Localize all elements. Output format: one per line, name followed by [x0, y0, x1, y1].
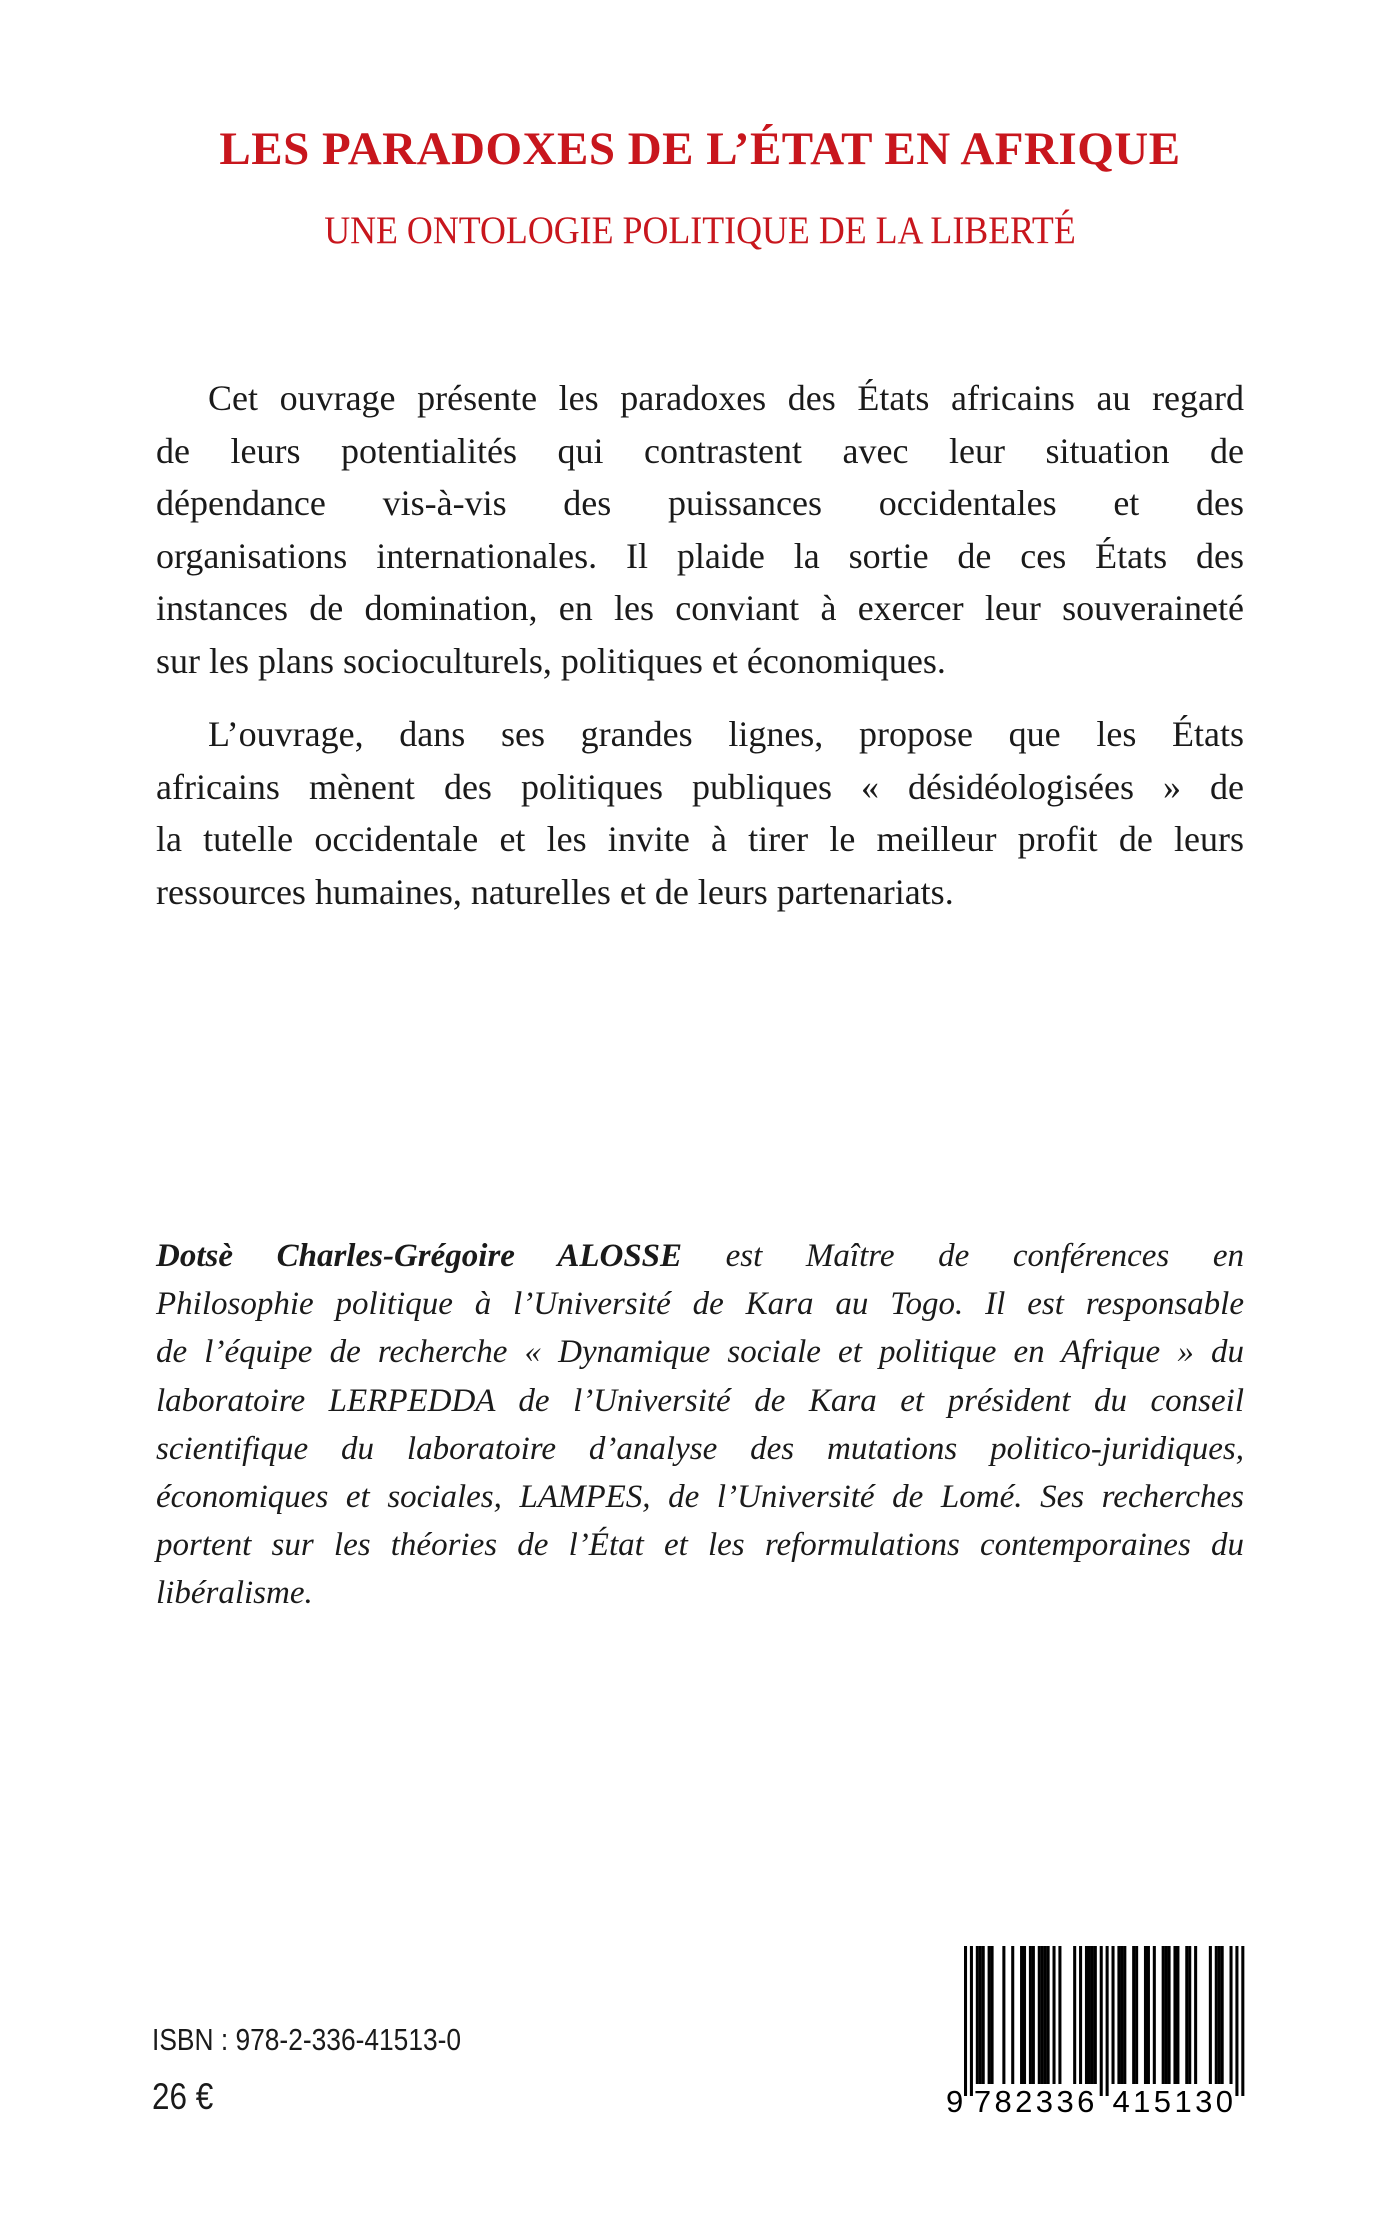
- barcode-bar: [1168, 1946, 1171, 2084]
- text-line: africains mènent des politiques publiques « désidéologisées » de: [156, 766, 1244, 807]
- barcode-digit: 3: [1056, 2084, 1074, 2119]
- barcode: [946, 1946, 1248, 2119]
- barcode-bar: [1047, 1946, 1050, 2084]
- text-fragment: est Maître de conférences en: [682, 1238, 1244, 1274]
- barcode-bar: [970, 1946, 973, 2096]
- text-line: dépendance vis-à-vis des puissances occidentales et des: [156, 483, 1244, 523]
- barcode-bar: [1085, 1946, 1088, 2084]
- barcode-digit: 9: [946, 2084, 964, 2119]
- barcode-bar: [1117, 1946, 1120, 2084]
- barcode-bar: [1135, 1946, 1138, 2084]
- barcode-bar: [1002, 1946, 1005, 2084]
- summary-paragraph-1: [156, 372, 1244, 687]
- barcode-bar: [1185, 1946, 1188, 2084]
- barcode-digit: 2: [1015, 2084, 1033, 2119]
- barcode-bar: [1209, 1946, 1212, 2084]
- barcode-bar: [1176, 1946, 1179, 2084]
- barcode-bar: [1020, 1946, 1023, 2084]
- barcode-bar: [1144, 1946, 1147, 2084]
- barcode-bar: [1091, 1946, 1094, 2084]
- text-line: [156, 1232, 1244, 1280]
- barcode-bar: [1194, 1946, 1197, 2084]
- text-line: de leurs potentialités qui contrastent avec leur situation de: [156, 430, 1244, 471]
- barcode-bar: [991, 1946, 994, 2084]
- barcode-digit: 5: [1153, 2084, 1172, 2119]
- barcode-digit: 3: [1195, 2084, 1213, 2119]
- text-line: organisations internationales. Il plaide la sortie de ces États des: [156, 535, 1244, 576]
- barcode-bar: [1165, 1946, 1168, 2084]
- summary-paragraph-2: [156, 708, 1244, 918]
- price: 26 €: [152, 2076, 214, 2117]
- text-line: la tutelle occidentale et les invite à tirer le meilleur profit de leurs: [156, 819, 1244, 859]
- barcode-bar: [1038, 1946, 1041, 2084]
- barcode-bar: [1044, 1946, 1047, 2084]
- barcode-bar: [964, 1946, 967, 2096]
- barcode-bar: [1073, 1946, 1076, 2084]
- barcode-digit: 4: [1112, 2084, 1130, 2119]
- barcode-bar: [1100, 1946, 1103, 2096]
- text-line: Cet ouvrage présente les paradoxes des États africains au regard: [208, 378, 1244, 418]
- barcode-bar: [1230, 1946, 1233, 2084]
- text-line: portent sur les théories de l’État et les reformulations contemporaines du: [156, 1527, 1244, 1564]
- text-line: instances de domination, en les conviant à exercer leur souveraineté: [156, 588, 1244, 628]
- barcode-digit: 7: [973, 2084, 992, 2119]
- barcode-bar: [1188, 1946, 1191, 2084]
- barcode-digit: 1: [1133, 2084, 1151, 2119]
- barcode-bar: [1173, 1946, 1176, 2084]
- barcode-bar: [1088, 1946, 1091, 2084]
- barcode-bar: [1123, 1946, 1126, 2084]
- barcode-bar: [1023, 1946, 1026, 2084]
- text-line: laboratoire LERPEDDA de l’Université de Kara et président du conseil: [156, 1382, 1244, 1419]
- text-line: Philosophie politique à l’Université de Kara au Togo. Il est responsable: [156, 1286, 1244, 1323]
- barcode-bar: [1029, 1946, 1032, 2084]
- barcode-digit: 1: [1174, 2084, 1192, 2119]
- barcode-bar: [988, 1946, 991, 2084]
- barcode-bar: [982, 1946, 985, 2084]
- book-subtitle: UNE ONTOLOGIE POLITIQUE DE LA LIBERTÉ: [324, 209, 1076, 252]
- barcode-bar: [1147, 1946, 1150, 2084]
- barcode-bar: [1053, 1946, 1056, 2084]
- barcode-bar: [1235, 1946, 1238, 2096]
- barcode-digit: 0: [1215, 2084, 1233, 2119]
- barcode-bar: [979, 1946, 982, 2084]
- book-title: LES PARADOXES DE L’ÉTAT EN AFRIQUE: [219, 123, 1181, 175]
- barcode-bar: [1032, 1946, 1035, 2084]
- barcode-bar: [1120, 1946, 1123, 2084]
- text-line: L’ouvrage, dans ses grandes lignes, propose que les États: [208, 714, 1244, 754]
- barcode-bar: [1106, 1946, 1109, 2096]
- barcode-bar: [1112, 1946, 1115, 2084]
- barcode-bar: [1215, 1946, 1218, 2084]
- author-name: Dotsè Charles-Grégoire ALOSSE: [156, 1238, 683, 1274]
- barcode-bar: [1218, 1946, 1221, 2084]
- text-line: libéralisme.: [156, 1575, 313, 1612]
- barcode-bar: [1241, 1946, 1244, 2096]
- text-line: de l’équipe de recherche « Dynamique sociale et politique en Afrique » du: [156, 1334, 1244, 1371]
- barcode-digit: 6: [1077, 2084, 1095, 2119]
- barcode-digit: 3: [1035, 2084, 1054, 2119]
- barcode-bar: [1079, 1946, 1082, 2084]
- barcode-digit: 8: [994, 2084, 1012, 2119]
- text-line: ressources humaines, naturelles et de leurs partenariats.: [156, 871, 954, 912]
- text-line: scientifique du laboratoire d’analyse des mutations politico-juridiques,: [156, 1430, 1244, 1467]
- barcode-bar: [1041, 1946, 1044, 2084]
- text-line: sur les plans socioculturels, politiques et économiques.: [156, 640, 946, 681]
- barcode-bar: [1011, 1946, 1014, 2084]
- author-bio: [156, 1232, 1244, 1618]
- barcode-bar: [976, 1946, 979, 2084]
- text-line: économiques et sociales, LAMPES, de l’Université de Lomé. Ses recherches: [156, 1479, 1244, 1516]
- barcode-bar: [1058, 1946, 1061, 2084]
- barcode-bar: [1094, 1946, 1097, 2084]
- barcode-bar: [1153, 1946, 1156, 2084]
- barcode-bar: [1162, 1946, 1165, 2084]
- barcode-bar: [1132, 1946, 1135, 2084]
- isbn: ISBN : 978-2-336-41513-0: [152, 2022, 462, 2057]
- barcode-bar: [1221, 1946, 1224, 2084]
